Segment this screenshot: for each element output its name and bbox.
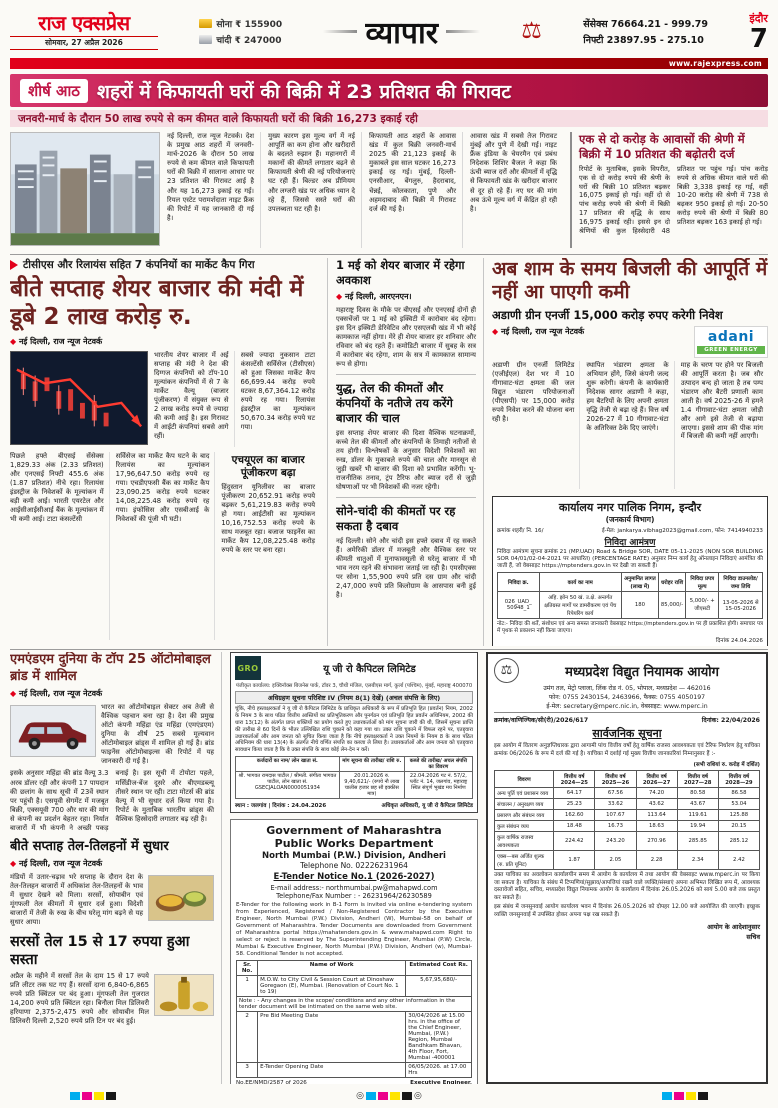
oilseeds-dateline: ◆ नई दिल्ली, राज न्यूज नेटवर्क	[10, 858, 214, 869]
table-cell: 119.61	[677, 810, 718, 821]
table-cell: 64.17	[554, 788, 595, 799]
edition-city: इंदौर	[749, 11, 768, 25]
sidebar-body: रिपोर्ट के मुताबिक, इसके विपरीत, एक से दो करोड़ रुपये की श्रेणी के घरों की बिक्री 10 प्रतिशत बढ़कर 16,075 इकाई हो गई। वहीं दो से पांच करोड़ रुपये की श्रेणी में बिक्री 17 प्रतिशत की वृद्धि के साथ 16,975 इकाई रही। इससे इन दो श्रेणियों की कुल हिस्सेदारी 48 प्रतिशत पर पहुंच गई। पांच करोड़ रुपये से अधिक कीमत वाले घरों की बिक्री 3,338 इकाई रह गई, वहीं 10-20 करोड़ की श्रेणी में 738 से बढ़कर 950 इकाई हो गई। 20-50 करोड़ रुपये की श्रेणी में बिक्री 80 प्रतिशत बढ़कर 163 इकाई हो गई।	[579, 164, 768, 235]
table-cell: 2.34	[677, 851, 718, 870]
gold-silver-headline: सोने-चांदी की कीमतों पर रह सकता है दबाव	[336, 504, 456, 534]
bottom-row	[10, 652, 768, 1084]
table-cell: 285.12	[718, 832, 759, 851]
table-cell: 162.60	[554, 810, 595, 821]
mperc-title: मध्यप्रदेश विद्युत नियामक आयोग	[565, 664, 719, 680]
ugro-possession-notice	[230, 652, 478, 813]
power-subhead: अडाणी ग्रीन एनर्जी 15,000 करोड़ रुपए करेगी निवेश	[492, 308, 723, 323]
table-header: कर्जदारों का नाम/ लोन खाता सं.	[236, 757, 340, 772]
mperc-para2: उक्त याचिका का अवलोकन कार्यालयीन समय में आयोग के कार्यालय में तथा आयोग की वेबसाइट www.mperc.in पर किया जा सकता है। याचिका के संबंध में टिप्पणियां/सुझाव/आपत्तियां रखने वाले व्यक्ति/संस्थाएं अपना अभिमत लिखित रूप में, आवश्यक दस्तावेजों सहित, सचिव, मध्यप्रदेश विद्युत नियामक आयोग के कार्यालय में दिनांक 26.05.2026 को सायं 5.00 बजे तक प्रस्तुत कर सकते हैं।	[494, 872, 760, 901]
mustard-body: अप्रैल के महीने में सरसों तेल के दाम 15 से 17 रुपये प्रति लीटर तक घट गए हैं। सरसों दाना 6,840-6,865 रुपये प्रति क्विंटल पर बंद हुआ। मूंगफली तेल गुजरात 14,200 रुपये प्रति क्विंटल रहा। बिनौला मिल डिलिवरी हरियाणा 2,375-2,475 रुपये और सोयाबीन मिल डिलिवरी दिल्ली 2,520 रुपये प्रति टिन पर बंद हुई।	[10, 971, 149, 1025]
table-cell: 25.23	[554, 799, 595, 810]
market-crash-photo	[10, 351, 148, 445]
outlook-headline: युद्ध, तेल की कीमतों और कंपनियों के नतीजे तय करेंगे बाजार की चाल	[336, 381, 453, 425]
issue-date: सोमवार, 27 अप्रैल 2026	[10, 36, 158, 50]
mustard-subheadline: सरसों तेल 15 से 17 रुपया हुआ सस्ता	[10, 933, 190, 969]
table-cell: कुल वार्षिक राजस्व आवश्यकता	[495, 832, 554, 851]
yellow-swatch-icon	[390, 1092, 400, 1100]
cmyk-bar-left	[70, 1092, 116, 1100]
pwd-body: E-Tender for the following work in B-1 Form is invited via online e-tendering system from Experienced, Registered / Non-Registered Contractor by the Executive Engineer, North Mumbai (P.W.) Division, Andheri (W), Mumbai-58 on behalf of Government of Maharashtra. Tender Documents are downloaded from Government of Maharashtra portal https://mahatenders.gov.in & www.mahapwd.com Right to select or reject is reserved by The Superintending Engineer, Mumbai (P.W) Circle, Mumbai & Executive Engineer, North Mumbai (P.W.) Division, Andheri (w), Mumbai-58. Conditional Tender is not accepted.	[236, 901, 472, 957]
mahindra-dateline: ◆ नई दिल्ली, राज न्यूज नेटवर्क	[10, 688, 214, 699]
hul-subarticle	[221, 452, 320, 640]
table-cell: Pre Bid Meeting Date	[258, 1011, 406, 1062]
municipal-ref: क्रमांक शहरी/ नि. 16/	[497, 527, 544, 534]
metal-prices	[199, 14, 282, 49]
mperc-sign-secretary: सचिव	[746, 932, 760, 941]
lead-headline: शहरों में किफायती घरों की बिक्री में 23 प्रतिशत की गिरावट	[97, 80, 511, 103]
pwd-notice-number: E-Tender Notice No.1 (2026-2027)	[273, 871, 435, 882]
table-cell: 2.42	[718, 851, 759, 870]
table-cell: 18.48	[554, 821, 595, 832]
mperc-emblem-icon: ⚖	[494, 658, 519, 683]
table-cell: कुल संबंधन व्यय	[495, 821, 554, 832]
table-cell: 30/04/2026 at 15.00 hrs. in the office of the Chief Engineer, Mumbai, (P.W.) Region, Mumbai Bandhkam Bhavan, 4th Floor, Fort, Mumbai -400001	[406, 1011, 472, 1062]
hul-body: हिंदुस्तान यूनिलीवर का बाजार पूंजीकरण 20,652.91 करोड़ रुपये बढ़कर 5,61,219.83 करोड़ रुपये हो गया। आईटीसी का मूल्यांकन 10,16,752.53 करोड़ रुपये के साथ मजबूत रहा। बजाज फाइनेंस का मार्केट कैप 12,08,225.48 करोड़ रुपये के स्तर पर बना रहा।	[221, 483, 316, 555]
table-cell: अहि. झोन 50 खं. उ.क्षे. अन्तर्गत क्षतिग्रस्त मार्गों पर डामरीकरण एवं पेंच रिपेयरिंग कार्य	[539, 592, 621, 619]
lead-banner	[10, 74, 768, 107]
market-colB: सबसे ज्यादा नुकसान टाटा कंसल्टेंसी सर्विसेज (टीसीएस) को हुआ जिसका मार्केट कैप 66,699.44 करोड़ रुपये घटकर 8,67,364.12 करोड़ रुपये रह गया। रिलायंस इंडस्ट्रीज का मूल्यांकन 50,670.34 करोड़ रुपये घट गया।	[240, 351, 315, 431]
holiday-brief	[336, 258, 476, 375]
table-cell: संचालन / अनुरक्षण व्यय	[495, 799, 554, 810]
table-cell: अन्य पूर्ति एवं प्रशासन व्यय	[495, 788, 554, 799]
magenta-swatch-icon	[82, 1092, 92, 1100]
table-header: कब्जे की तारीख/ अचल संपत्ति का विवरण	[404, 757, 472, 772]
black-swatch-icon	[698, 1092, 708, 1100]
cmyk-bar-right	[662, 1092, 708, 1100]
adani-green-energy-label: GREEN ENERGY	[697, 346, 765, 354]
table-cell: 67.56	[595, 788, 636, 799]
masthead-rule	[10, 58, 768, 69]
table-header: Estimated Cost Rs.	[406, 960, 472, 975]
holiday-headline: 1 मई को शेयर बाजार में रहेगा अवकाश	[336, 258, 465, 287]
section-divider	[10, 254, 768, 255]
power-article	[492, 258, 768, 489]
gold-silver-body: नई दिल्ली। सोने और चांदी इस हफ्ते दबाव में रह सकते हैं। अमेरिकी डॉलर में मजबूती और वैश्विक स्तर पर कीमती धातुओं में मुनाफावसूली से घरेलू बाजार में भी भाव नरम रहने की संभावना जताई जा रही है। एमसीएक्स पर सोना 1,55,900 रुपये प्रति दस ग्राम और चांदी 2,47,000 रुपये प्रति किलोग्राम के आसपास बनी हुई है।	[336, 537, 476, 600]
table-cell: 2.05	[595, 851, 636, 870]
outlook-body: इस सप्ताह शेयर बाजार की दिशा वैश्विक घटनाक्रमों, कच्चे तेल की कीमतों और कंपनियों के तिमाही नतीजों से तय होगी। विश्लेषकों के अनुसार विदेशी निवेशकों का रुख, डॉलर के मुकाबले रुपये की चाल और मानसून से जुड़ी खबरें भी बाजार की दिशा को प्रभावित करेंगी। भू-राजनीतिक तनाव, ट्रंप टैरिफ और ब्याज दरों से जुड़ी घोषणाओं पर भी निवेशकों की नजर रहेगी।	[336, 428, 476, 492]
table-header: वित्तीय वर्ष 2025—26	[595, 771, 636, 788]
ornament-left	[323, 30, 357, 33]
table-cell: 86.58	[718, 788, 759, 799]
mperc-date: दिनांक: 22/04/2026	[701, 717, 760, 724]
mperc-unit-note: (सभी राशियां रु. करोड़ में दर्शित)	[693, 762, 760, 769]
ugro-subtitle: अधिग्रहण सूचना परिशिष्ट IV (नियम 8(1) देखें) (अचल संपत्ति के लिए)	[235, 691, 473, 704]
sensex-value: सेंसेक्स 76664.21 - 999.79	[583, 18, 709, 30]
holiday-body: महाराष्ट्र दिवस के मौके पर बीएसई और एनएसई दोनों ही एक्सचेंजों पर 1 मई को इक्विटी में कारोबार बंद रहेगा। इस दिन इक्विटी डेरिवेटिव और एसएलबी खंड में भी कोई कामकाज नहीं होगा। मेरे ही शेयर बाजार हर शनिवार और रविवार को बंद रहते हैं। कमोडिटी बाजार में सुबह के सत्र में कारोबार बंद रहेगा, शाम के सत्र में कामकाज सामान्य रूप से होगा।	[336, 305, 476, 369]
gold-silver-brief	[336, 504, 476, 605]
print-registration-marks	[0, 1090, 778, 1102]
ugro-signatory: अधिकृत अधिकारी, यू जी रो कैपिटल लिमिटेड	[381, 803, 473, 810]
power-col1: अडाणी ग्रीन एनर्जी लिमिटेड (एजीईएल) देश भर में 10 गीगावाट-घंटा क्षमता की जल विद्युत भंडारण परियोजनाओं (पीएसपी) पर 15,000 करोड़ रुपये निवेश करने की योजना बना रही है।	[492, 361, 580, 489]
pwd-phone-line: Telephone No. 02226231964	[300, 860, 408, 870]
mperc-para3: इस संबंध में जनसुनवाई आयोग कार्यालय भवन में दिनांक 26.05.2026 को दोपहर 12.00 बजे आयोजित की जाएगी। इच्छुक व्यक्ति जनसुनवाई में उपस्थित होकर अपना पक्ष रख सकते हैं।	[494, 904, 760, 918]
ornament-right	[446, 30, 480, 33]
newspaper-logo: राज एक्सप्रेस	[38, 11, 130, 35]
market-kicker: टीसीएस और रिलायंस सहित 7 कंपनियों का मार्केट कैप गिरा	[23, 259, 255, 271]
table-cell: 113.64	[636, 810, 677, 821]
oilseeds-body: मंडियों में उतार-चढ़ाव भरे सप्ताह के दौरान देश के तेल-तिलहन बाजारों में अधिकांश तेल-तिलहनों के भाव में सुधार देखने को मिला। सरसों, सोयाबीन एवं मूंगफली तेल कीमतों में सुधार दर्ज हुआ। विदेशी बाजारों में तेजी के रुख के बीच घरेलू मांग बढ़ने से यह सुधार आया।	[10, 873, 143, 927]
car-photo	[10, 705, 96, 757]
magenta-swatch-icon	[378, 1092, 388, 1100]
oilseeds-photo	[148, 875, 214, 921]
ugro-place-date: स्थान : जलगांव | दिनांक : 24.04.2026	[235, 803, 327, 810]
oilseeds-article	[10, 839, 214, 1026]
table-header: अनुमानित लागत (लाख में)	[621, 573, 658, 592]
table-cell: 5,67,95,680/-	[406, 975, 472, 996]
market-colA: भारतीय शेयर बाजार में अई सप्ताह की मंदी ने देश की दिग्गज कंपनियों को टॉप-10 मूल्यांकन कंपनियों में से 7 के मार्केट वैल्यू (बाजार पूंजीकरण) में संयुक्त रूप से 2 लाख करोड़ रुपये से ज्यादा की कमी आई है। इस गिरावट में आईटी कंपनियां सबसे आगे रहीं।	[154, 351, 235, 447]
center-briefs-column	[336, 258, 484, 646]
table-cell: 22.04.2026 गट नं. 57/2, प्लॉट नं. 14, जलगांव, महाराष्ट्र स्थित संपूर्ण भूखंड मय निर्माण	[404, 772, 472, 799]
power-headline: अब शाम के समय बिजली की आपूर्ति में नहीं आ पाएगी कमी	[492, 258, 768, 304]
table-cell: 243.20	[595, 832, 636, 851]
bottom-left-column	[10, 652, 222, 1084]
market-crash-article	[10, 258, 328, 646]
yellow-swatch-icon	[686, 1092, 696, 1100]
silver-icon	[199, 35, 212, 44]
registration-mark-icon: ◎	[414, 1090, 422, 1101]
table-header: विवरण	[495, 771, 554, 788]
table-cell: 43.67	[677, 799, 718, 810]
table-cell: 06/05/2026. at 17.00 Hrs	[406, 1062, 472, 1077]
market-headline: बीते सप्ताह शेयर बाजार की मंदी में डूबे 2 लाख करोड़ रु.	[10, 276, 304, 330]
mustard-oil-photo	[154, 974, 214, 1016]
table-cell: 18.63	[636, 821, 677, 832]
table-cell: 3	[237, 1062, 258, 1077]
municipal-intro: निविदा आमंत्रण सूचना क्रमांक 21 (MP.UAD) Road & Bridge SOR, DATE 05-11-2025 (NON SOR BUILDING SOR 04/01/02-04-2021 पर आधारित) (PERCENTAGE RATE) अनुसार निम्न कार्य हेतु ऑनलाइन निविदाएं आमंत्रित की जाती हैं, जो वेबसाइट https://mptenders.gov.in पर देखी जा सकती हैं।	[497, 548, 763, 570]
table-header: वित्तीय वर्ष 2027—28	[677, 771, 718, 788]
table-cell: 80.58	[677, 788, 718, 799]
pwd-signatory-line: Executive Engineer,	[410, 1079, 472, 1084]
table-cell: 224.42	[554, 832, 595, 851]
table-cell: 2	[237, 1011, 258, 1062]
municipal-tender-notice	[492, 496, 768, 646]
table-cell: एक्स—बस अर्जित शुल्क (रु. प्रति यूनिट)	[495, 851, 554, 870]
table-cell: 16.73	[595, 821, 636, 832]
yellow-swatch-icon	[94, 1092, 104, 1100]
pwd-tender-notice	[230, 819, 478, 1084]
table-cell: 74.20	[636, 788, 677, 799]
table-header: वित्तीय वर्ष 2024—25	[554, 771, 595, 788]
mperc-email: ई-मेल: secretary@mperc.nic.in, वेबसाइट: www.mperc.in	[546, 703, 708, 710]
black-swatch-icon	[106, 1092, 116, 1100]
power-dateline: ◆ नई दिल्ली, राज न्यूज नेटवर्क	[492, 326, 584, 337]
municipal-table	[497, 572, 763, 619]
table-header: Sr. No.	[237, 960, 258, 975]
table-cell: प्रसारण और संबंधन व्यय	[495, 810, 554, 821]
municipal-note: नोट:- निविदा की शर्तें, संशोधन एवं अन्य समस्त जानकारी वेबसाइट https://mptenders.gov.in पर ही प्रकाशित होगी। समाचार पत्र में पृथक से प्रकाशन नहीं किया जाएगा।	[497, 621, 763, 634]
ugro-logo: GRO	[235, 656, 261, 680]
right-column	[492, 258, 768, 646]
municipal-title: कार्यालय नगर पालिक निगम, इन्दौर	[558, 500, 702, 514]
table-cell: श्री. भागवत रामदास पाटील / श्रीमती. संगीता भागवत पाटील, लोन खाता सं. GSECJALOAN0000051934	[236, 772, 340, 799]
website-link[interactable]: www.rajexpress.com	[668, 59, 762, 68]
municipal-dept: (जनकार्य विभाग)	[605, 514, 655, 524]
cmyk-bar-center	[356, 1092, 422, 1101]
holiday-dateline: ◆ नई दिल्ली, आरएनएन।	[336, 291, 476, 302]
masthead	[10, 6, 768, 56]
mperc-subtitle: सार्वजनिक सूचना	[592, 727, 662, 740]
bottom-center-column	[230, 652, 478, 1084]
gold-price: सोना ₹ 155900	[216, 19, 283, 30]
table-cell: 1.87	[554, 851, 595, 870]
pwd-division-line: North Mumbai (P.W.) Division, Andheri	[262, 850, 446, 861]
magenta-swatch-icon	[674, 1092, 684, 1100]
section-title: व्यापार	[365, 15, 438, 51]
lead-col2: मुख्य कारण इस मूल्य वर्ग में नई आपूर्ति का कम होना और खरीदारों के बदलते रुझान हैं। महानगरों में मकानों की कीमतें लगातार बढ़ने से किफायती श्रेणी की नई परियोजनाएं घट रही हैं। बिल्डर अब प्रीमियम और लग्जरी खंड पर अधिक ध्यान दे रहे हैं, जिससे सस्ते घरों की उपलब्धता घट रही है।	[268, 132, 362, 248]
ugro-table	[235, 756, 473, 799]
lead-col3: किफायती आठ शहरों के आवास खंड में कुल बिक्री जनवरी-मार्च 2025 की 21,123 इकाई के मुकाबले इस साल घटकर 16,273 इकाई रह गई। मुंबई, दिल्ली- एनसीआर, बेंगलुरु, हैदराबाद, चेन्नई, कोलकाता, पुणे और अहमदाबाद की बिक्री में गिरावट दर्ज की गई है।	[369, 132, 463, 248]
table-cell: E-Tender Opening Date	[258, 1062, 406, 1077]
outlook-brief	[336, 381, 476, 498]
table-cell: 53.04	[718, 799, 759, 810]
mperc-sign-order: आयोग के आदेशानुसार	[707, 923, 760, 932]
market-col2: सर्विसेज का मार्केट कैप घटने के बाद रिलायंस का मूल्यांकन 17,96,647.50 करोड़ रुपये रह गया। एचडीएफसी बैंक का मार्केट कैप 23,090.25 करोड़ रुपये घटकर 14,08,225.48 करोड़ रुपये रह गया। इंफोसिस और एसबीआई के निवेशकों की पूंजी भी घटी।	[116, 452, 216, 640]
table-header: मांग सूचना की तारीख/ राशि रु.	[339, 757, 404, 772]
bottom-right-column	[486, 652, 768, 1084]
pwd-email: E-mail address:- northmumbai.pw@mahapwd.com	[270, 883, 438, 892]
scales-icon: ⚖	[521, 17, 542, 44]
mahindra-article	[10, 652, 214, 833]
power-col2: स्थापित भंडारण क्षमता के अभियान होंगे, जिसे कंपनी जल्द शुरू करेगी। कंपनी के कार्यकारी निदेशक सागर अडाणी ने कहा, हम बैटरियों के लिए अपनी क्षमता वृद्धि तेजी से बढ़ा रहे हैं। वित्त वर्ष 2026-27 में 10 गीगावाट-घंटा के अतिरिक्त ठेके दिए जाएंगे।	[586, 361, 674, 489]
cyan-swatch-icon	[70, 1092, 80, 1100]
lead-sidebar	[570, 132, 768, 248]
table-header: Name of Work	[258, 960, 406, 975]
page-number: 7	[749, 23, 768, 54]
section-divider	[10, 649, 768, 650]
mahindra-body3: इस सूची में टोयोटा पहले, मर्सिडीज-बेंज दूसरे और बीएमडब्ल्यू तीसरे स्थान पर रही। टाटा मोटर्स की ब्रांड वैल्यू में भी सुधार दर्ज किया गया है। रिपोर्ट के मुताबिक भारतीय ब्रांड्स की वैश्विक हिस्सेदारी लगातार बढ़ रही है।	[115, 769, 214, 823]
table-cell: 20.15	[718, 821, 759, 832]
ugro-title: यू जी रो कैपिटल लिमिटेड	[323, 664, 416, 675]
cyan-swatch-icon	[662, 1092, 672, 1100]
table-cell: 33.62	[595, 799, 636, 810]
gold-icon	[199, 19, 212, 28]
pwd-table	[236, 960, 472, 1078]
silver-price: चांदी ₹ 247000	[216, 35, 282, 46]
table-cell: 180	[621, 592, 658, 619]
sidebar-headline: एक से दो करोड़ के आवासों की श्रेणी में बिक्री में 10 प्रतिशत की बढ़ोतरी दर्ज	[579, 132, 745, 161]
mperc-table	[494, 770, 760, 870]
table-header: निविदा प्रपत्र मूल्य	[686, 573, 719, 592]
municipal-email: ई-मेल: jankarya.vibhag2023@gmail.com, फोन: 7414940233	[601, 527, 763, 534]
cityscape-photo	[10, 132, 160, 246]
ugro-registered-office: पंजीकृत कार्यालय: इक्विनॉक्स बिजनेस पार्क, टॉवर 3, चौथी मंजिल, एलबीएस मार्ग, कुर्ला (पश्चिम), मुंबई, महाराष्ट्र 400070	[235, 683, 473, 689]
table-header: निविदा डाउनलोड/जमा तिथि	[719, 573, 763, 592]
table-cell: 125.88	[718, 810, 759, 821]
black-swatch-icon	[402, 1092, 412, 1100]
table-header: धरोहर राशि	[658, 573, 685, 592]
table-cell: 1	[237, 975, 258, 996]
table-cell: 285.85	[677, 832, 718, 851]
lead-col1: नई दिल्ली, राज न्यूज नेटवर्क। देश के प्रमुख आठ शहरों में जनवरी-मार्च-2026 के दौरान 50 लाख रुपये से कम कीमत वाले किफायती घरों की बिक्री में सालाना आधार पर 23 प्रतिशत की गिरावट आई है और यह 16,273 इकाई रह गई। रियल एस्टेट परामर्शदाता नाइट फ्रैंक की रिपोर्ट में यह जानकारी दी गई है।	[167, 132, 261, 248]
nifty-value: निफ्टी 23897.95 - 275.10	[583, 34, 704, 46]
lead-kicker: शीर्ष आठ	[20, 79, 88, 103]
table-cell: 20.01.2026 रु. 9,40,621/- (रुपये नौ लाख चालीस हजार छह सौ इक्कीस मात्र)	[339, 772, 404, 799]
table-header: निविदा क्र.	[498, 573, 540, 592]
mperc-phone: फोन: 0755 2430154, 2463966, फैक्स: 0755 4050197	[548, 694, 706, 701]
mahindra-body1: भारत का ऑटोमोबाइल सेक्टर अब तेजी से वैश्विक पहचान बना रहा है। देश की प्रमुख ऑटो कंपनी महिंद्रा एंड महिंद्रा (एमएंडएम) दुनिया के शीर्ष 25 सबसे मूल्यवान ऑटोमोबाइल ब्रांड्स में शामिल हो गई है। ब्रांड फाइनेंस ऑटोमोबाइल्स की रिपोर्ट में यह जानकारी दी गई है।	[101, 703, 214, 766]
oilseeds-headline: बीते सप्ताह तेल-तिलहनों में सुधार	[10, 838, 169, 854]
table-cell: 43.62	[636, 799, 677, 810]
pwd-telfax: Telephone/Fax Number : - 26231964/26230589	[276, 891, 432, 900]
adani-wordmark: adani	[707, 328, 755, 345]
table-cell: 5,000/- + जीएसटी	[686, 592, 719, 619]
hul-subheadline: एचयूएल का बाजार पूंजीकरण बढ़ा	[231, 454, 305, 480]
ugro-body: चूंकि, नीचे हस्ताक्षरकर्ता ने यू जी रो कैपिटल लिमिटेड के प्राधिकृत अधिकारी के रूप में प्रतिभूति हित (प्रवर्तन) नियम, 2002 के नियम 3 के साथ पठित वित्तीय आस्तियों का प्रतिभूतिकरण और पुनर्गठन एवं प्रतिभूति हित प्रवर्तन अधिनियम, 2002 की धारा 13(12) के अंतर्गत प्राप्त शक्तियों का प्रयोग करते हुए उधारकर्ताओं को मांग सूचना जारी की थी, जिसमें सूचना प्राप्ति की तारीख से 60 दिनों के भीतर उल्लिखित राशि चुकाने को कहा गया था। उक्त राशि चुकाने में विफल रहने पर, एतद्द्वारा उधारकर्ताओं और आम जनता को सूचित किया जाता है कि नीचे हस्ताक्षरकर्ता ने उक्त नियमों के नियम 8 के साथ पठित अधिनियम की धारा 13(4) के अंतर्गत नीचे वर्णित संपत्ति का कब्जा ले लिया है। उधारकर्ताओं और आम जनता को एतद्द्वारा सावधान किया जाता है कि वे उक्त संपत्ति के साथ कोई लेन-देन न करें।	[235, 706, 473, 754]
table-cell: 270.96	[636, 832, 677, 851]
registration-mark-icon: ◎	[356, 1090, 364, 1101]
table-cell: M.O.W. to City Civil & Session Court at Dinoshaw Goregaon (E), Mumbai. (Renovation of Court No. 1 to 19)	[258, 975, 406, 996]
lead-col4: आवास खंड में सबसे तेज गिरावट मुंबई और पुणे में देखी गई। नाइट फ्रैंक इंडिया के चेयरमैन एवं प्रबंध निदेशक शिशिर बैजल ने कहा कि ऊंची ब्याज दरों और कीमतों में वृद्धि से किफायती खंड के खरीदार बाजार से दूर हो रहे हैं। नए घर की मांग अब ऊंचे मूल्य वर्ग में केंद्रित हो रही है।	[470, 132, 557, 213]
market-col1: पिछले हफ्ते बीएसई सेंसेक्स 1,829.33 अंक (2.33 प्रतिशत) और एनएसई निफ्टी 455.6 अंक (1.87 प्रतिशत) नीचे रहा। रिलायंस इंडस्ट्रीज के निवेशकों के मूल्यांकन में बड़ी कमी आई। भारती एयरटेल और आईसीआईसीआई बैंक के मूल्यांकन में भी कमी आई। टाटा कंसल्टेंसी	[10, 452, 110, 640]
pwd-ref-no: No.EE/NMD/2587 of 2026	[236, 1079, 307, 1084]
mperc-ref: क्रमांक/वाणिज्यिक/सी(री)/2026/617	[494, 717, 589, 724]
mahindra-body2: इसके अनुसार महिंद्रा की ब्रांड वैल्यू 3.3 अरब डॉलर रही और कंपनी 17 पायदान की छलांग के साथ सूची में 23वें स्थान पर पहुंची है। एसयूवी सेगमेंट में मजबूत बिक्री, एक्सयूवी 700 और थार की मांग से कंपनी का प्रदर्शन बेहतर रहा। निर्यात बाजारों में भी कंपनी ने अच्छी पकड़ बनाई है।	[10, 769, 139, 832]
table-cell: 85,000/-	[658, 592, 685, 619]
adani-logo	[694, 326, 768, 358]
power-col3: माह के चरण पर होने पर बिजली की आपूर्ति करता है। जब सौर उत्पादन बन्द हो जाता है तब पम्प भंडारण और बैटरी प्रणाली काम आती है। वर्ष 2025-26 में हमने 1.4 गीगावाट-घंटा क्षमता जोड़ी और आगे इसे तेजी से बढ़ाया जाएगा। इससे शाम की पीक मांग में बिजली की कमी नहीं आएगी।	[680, 360, 763, 441]
table-cell: 19.94	[677, 821, 718, 832]
municipal-date: दिनांक 24.04.2026	[715, 637, 763, 644]
mahindra-headline: एमएंडएम दुनिया के टॉप 25 ऑटोमोबाइल ब्रांड में शामिल	[10, 652, 211, 684]
table-header: कार्य का नाम	[539, 573, 621, 592]
mperc-address: उमंग तल, मेट्रो प्लाजा, लिंक रोड नं. 05, भोपाल, मध्यप्रदेश — 462016	[543, 685, 711, 692]
market-indices	[583, 14, 708, 49]
pwd-govt-line: Government of Maharashtra	[266, 824, 442, 838]
table-header: वित्तीय वर्ष 2028—29	[718, 771, 759, 788]
table-cell: 026_UAD_ 50948_1	[498, 592, 540, 619]
lead-story	[10, 74, 768, 251]
table-note: Note : - Any changes in the scope/ conditions and any other information in the tender document will be intimated on the same web site.	[237, 996, 472, 1011]
mperc-para1: इस आयोग में वितरण अनुज्ञप्तिधारक द्वारा आगामी पांच वित्तीय वर्षों हेतु वार्षिक राजस्व आवश्यकता एवं टैरिफ निर्धारण हेतु याचिका क्रमांक 06/2026 के रूप में दर्ज की गई है। याचिका में दर्शाई गई मुख्य वित्तीय जानकारियां निम्नानुसार हैं :-	[494, 743, 760, 757]
municipal-subtitle: निविदा आमंत्रण	[604, 537, 656, 548]
market-dateline: ◆ नई दिल्ली, राज न्यूज नेटवर्क	[10, 336, 320, 347]
table-header: वित्तीय वर्ष 2026—27	[636, 771, 677, 788]
lead-subhead: जनवरी-मार्च के दौरान 50 लाख रुपये से कम कीमत वाले किफायती घरों की बिक्री 16,273 इकाई रही	[10, 110, 768, 127]
pwd-dept-line: Public Works Department	[274, 837, 434, 851]
table-cell: 2.28	[636, 851, 677, 870]
table-cell: 13-05-2026 से 15-05-2026	[719, 592, 763, 619]
middle-row	[10, 258, 768, 646]
mperc-public-notice	[486, 652, 768, 1084]
cyan-swatch-icon	[366, 1092, 376, 1100]
kicker-arrow-icon	[10, 260, 18, 270]
table-cell: 107.67	[595, 810, 636, 821]
